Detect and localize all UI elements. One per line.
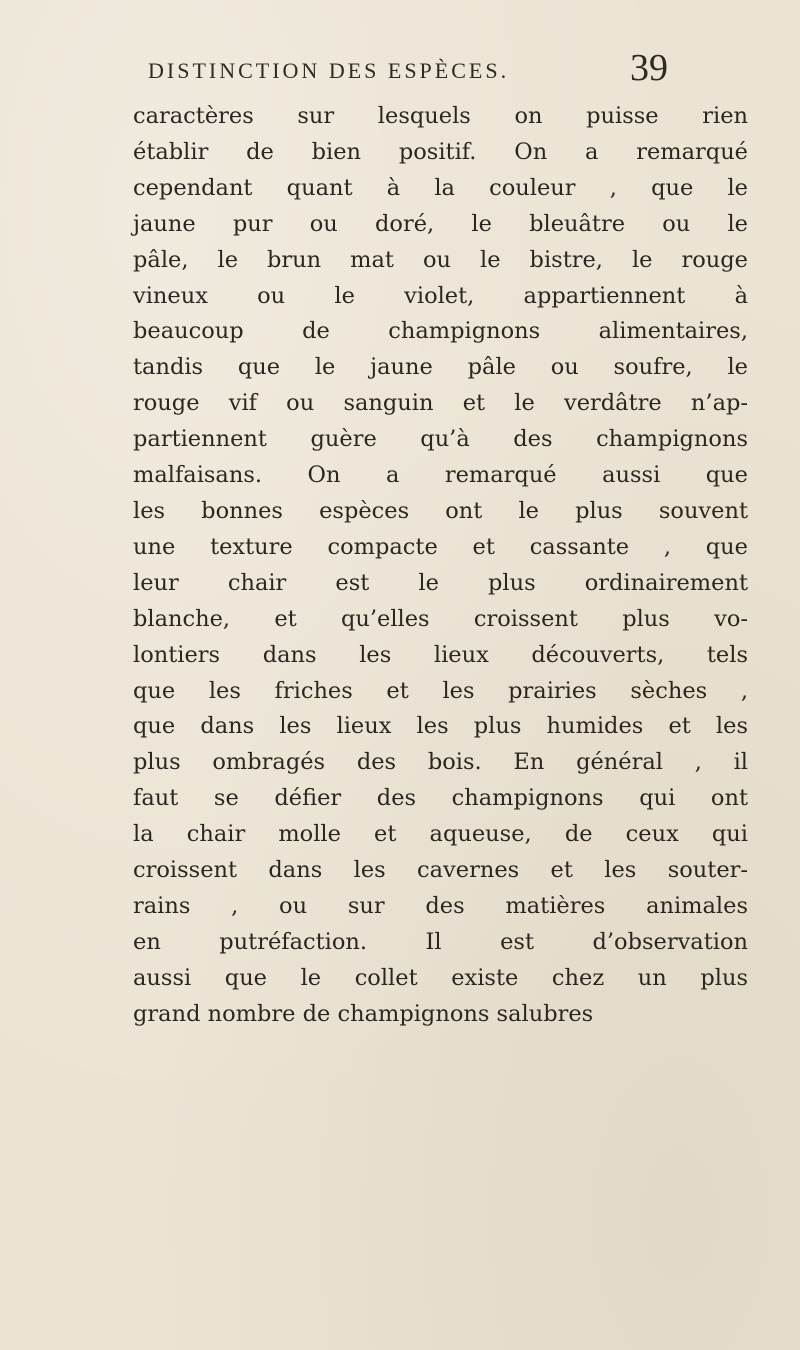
text-line: aussi que le collet existe chez un plus [133, 964, 748, 991]
text-line: vineux ou le violet, appartiennent à [133, 282, 748, 309]
text-line: faut se défier des champignons qui ont [133, 785, 748, 812]
text-line: tandis que le jaune pâle ou soufre, le [133, 354, 748, 381]
text-line: la chair molle et aqueuse, de ceux qui [133, 821, 748, 848]
text-line: une texture compacte et cassante , que [133, 533, 748, 560]
body-text [133, 99, 748, 1033]
text-line: plus ombragés des bois. En général , il [133, 749, 748, 776]
text-line: cependant quant à la couleur , que le [133, 174, 748, 201]
text-line: pâle, le brun mat ou le bistre, le rouge [133, 246, 748, 273]
text-line: que dans les lieux les plus humides et les [133, 713, 748, 740]
text-line: croissent dans les cavernes et les souter- [133, 857, 748, 884]
text-line: rouge vif ou sanguin et le verdâtre n’ap- [133, 390, 748, 417]
text-line: grand nombre de champignons salubres [133, 1000, 594, 1027]
page-number: 39 [630, 47, 668, 89]
running-head: DISTINCTION DES ESPÈCES. [148, 58, 510, 83]
text-line: leur chair est le plus ordinairement [133, 569, 748, 596]
text-line: blanche, et qu’elles croissent plus vo- [133, 605, 748, 632]
text-line: que les friches et les prairies sèches , [133, 677, 748, 704]
text-line: caractères sur lesquels on puisse rien [133, 103, 748, 129]
text-line: établir de bien positif. On a remarqué [133, 138, 748, 165]
text-line: en putréfaction. Il est d’observation [133, 928, 748, 955]
text-line: partiennent guère qu’à des champignons [133, 426, 748, 453]
text-line: jaune pur ou doré, le bleuâtre ou le [133, 210, 748, 237]
text-line: rains , ou sur des matières animales [133, 892, 748, 919]
text-line: lontiers dans les lieux découverts, tels [133, 641, 748, 668]
text-line: beaucoup de champignons alimentaires, [133, 318, 748, 345]
text-line: les bonnes espèces ont le plus souvent [133, 497, 748, 524]
text-line: malfaisans. On a remarqué aussi que [133, 462, 748, 489]
